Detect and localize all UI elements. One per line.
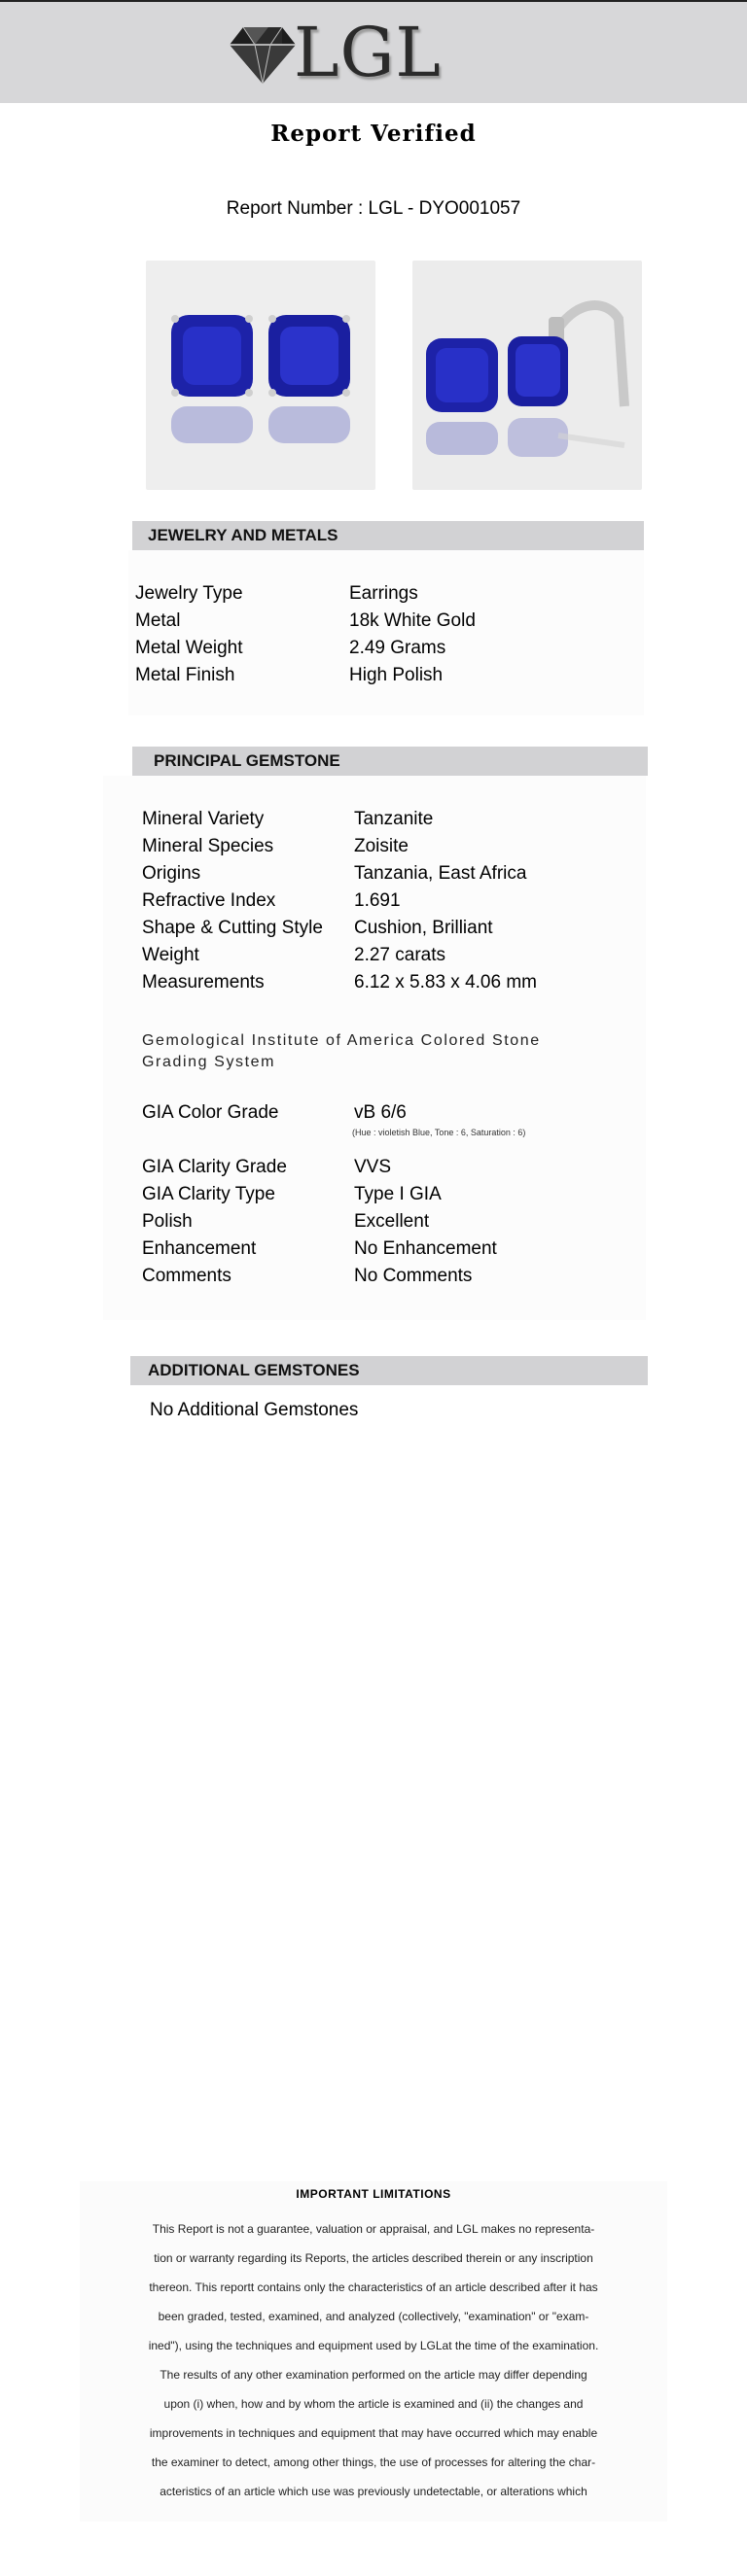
- spec-label: Enhancement: [142, 1238, 257, 1259]
- spec-label: Measurements: [142, 972, 265, 992]
- report-number: Report Number : LGL - DYO001057: [226, 198, 521, 219]
- spec-value: Type I GIA: [354, 1184, 442, 1204]
- limitations-line: ined"), using the techniques and equipment used by LGLat the time of the examination.: [148, 2339, 599, 2352]
- spec-label: Shape & Cutting Style: [142, 918, 323, 938]
- limitations-line: acteristics of an article which use was previously undetectable, or alterations which: [160, 2485, 587, 2498]
- spec-label: Metal: [135, 610, 181, 631]
- spec-label: Refractive Index: [142, 890, 276, 911]
- additional-heading: ADDITIONAL GEMSTONES: [130, 1356, 648, 1385]
- spec-value: 2.27 carats: [354, 945, 445, 965]
- limitations-line: thereon. This reportt contains only the characteristics of an article described after it has: [149, 2280, 598, 2294]
- jewelry-panel: [128, 550, 644, 715]
- spec-label: Comments: [142, 1266, 231, 1286]
- spec-value: 18k White Gold: [349, 610, 476, 631]
- spec-value: 6.12 x 5.83 x 4.06 mm: [354, 972, 537, 992]
- jewelry-heading: JEWELRY AND METALS: [132, 521, 644, 550]
- earrings-front-photo: [146, 261, 375, 490]
- earrings-side-photo: [412, 261, 642, 490]
- gia-system-title: Gemological Institute of America Colored Stone Grading System: [142, 1032, 541, 1070]
- limitations-line: been graded, tested, examined, and analyzed (collectively, "examination" or "exam-: [158, 2310, 589, 2323]
- additional-text: No Additional Gemstones: [150, 1400, 359, 1420]
- limitations-line: improvements in techniques and equipment that may have occurred which may enable: [149, 2426, 598, 2440]
- spec-label: Mineral Variety: [142, 809, 265, 829]
- page-title: Report Verified: [270, 121, 477, 147]
- tanzanite-earrings-side: [426, 305, 624, 457]
- diamond-icon: [226, 23, 298, 86]
- spec-label: Metal Finish: [135, 665, 235, 685]
- spec-label: GIA Clarity Grade: [142, 1157, 287, 1177]
- spec-value: Earrings: [349, 583, 418, 604]
- color-grade-note: (Hue : violetish Blue, Tone : 6, Saturation : 6): [352, 1128, 526, 1137]
- tanzanite-earrings-front: [171, 315, 350, 443]
- spec-label: GIA Clarity Type: [142, 1184, 275, 1204]
- spec-label: Mineral Species: [142, 836, 274, 856]
- spec-value: Tanzanite: [354, 809, 434, 829]
- spec-value: Zoisite: [354, 836, 409, 856]
- spec-label: GIA Color Grade: [142, 1102, 279, 1123]
- spec-value: High Polish: [349, 665, 444, 685]
- spec-label: Polish: [142, 1211, 193, 1232]
- spec-value: 1.691: [354, 890, 401, 911]
- limitations-line: the examiner to detect, among other things, the use of processes for altering the char-: [151, 2455, 596, 2469]
- spec-label: Weight: [142, 945, 199, 965]
- spec-value: vB 6/6: [354, 1102, 407, 1123]
- limitations-line: This Report is not a guarantee, valuation or appraisal, and LGL makes no representa-: [152, 2222, 595, 2236]
- spec-value: Cushion, Brilliant: [354, 918, 493, 938]
- gemstone-heading: PRINCIPAL GEMSTONE: [132, 747, 648, 776]
- spec-value: No Enhancement: [354, 1238, 497, 1259]
- spec-value: No Comments: [354, 1266, 473, 1286]
- spec-value: Excellent: [354, 1211, 430, 1232]
- limitations-line: upon (i) when, how and by whom the article is examined and (ii) the changes and: [163, 2397, 584, 2411]
- limitations-line: tion or warranty regarding its Reports, the articles described therein or any inscription: [154, 2251, 593, 2265]
- spec-label: Jewelry Type: [135, 583, 243, 604]
- spec-value: 2.49 Grams: [349, 638, 446, 658]
- spec-label: Metal Weight: [135, 638, 243, 658]
- logo-text: LGL: [294, 13, 442, 92]
- spec-value: Tanzania, East Africa: [354, 863, 527, 884]
- header-bar: [0, 0, 747, 103]
- lgl-logo: [226, 13, 479, 92]
- spec-value: VVS: [354, 1157, 392, 1177]
- spec-label: Origins: [142, 863, 201, 884]
- limitations-heading: IMPORTANT LIMITATIONS: [296, 2187, 451, 2201]
- limitations-line: The results of any other examination performed on the article may differ depending: [160, 2368, 587, 2382]
